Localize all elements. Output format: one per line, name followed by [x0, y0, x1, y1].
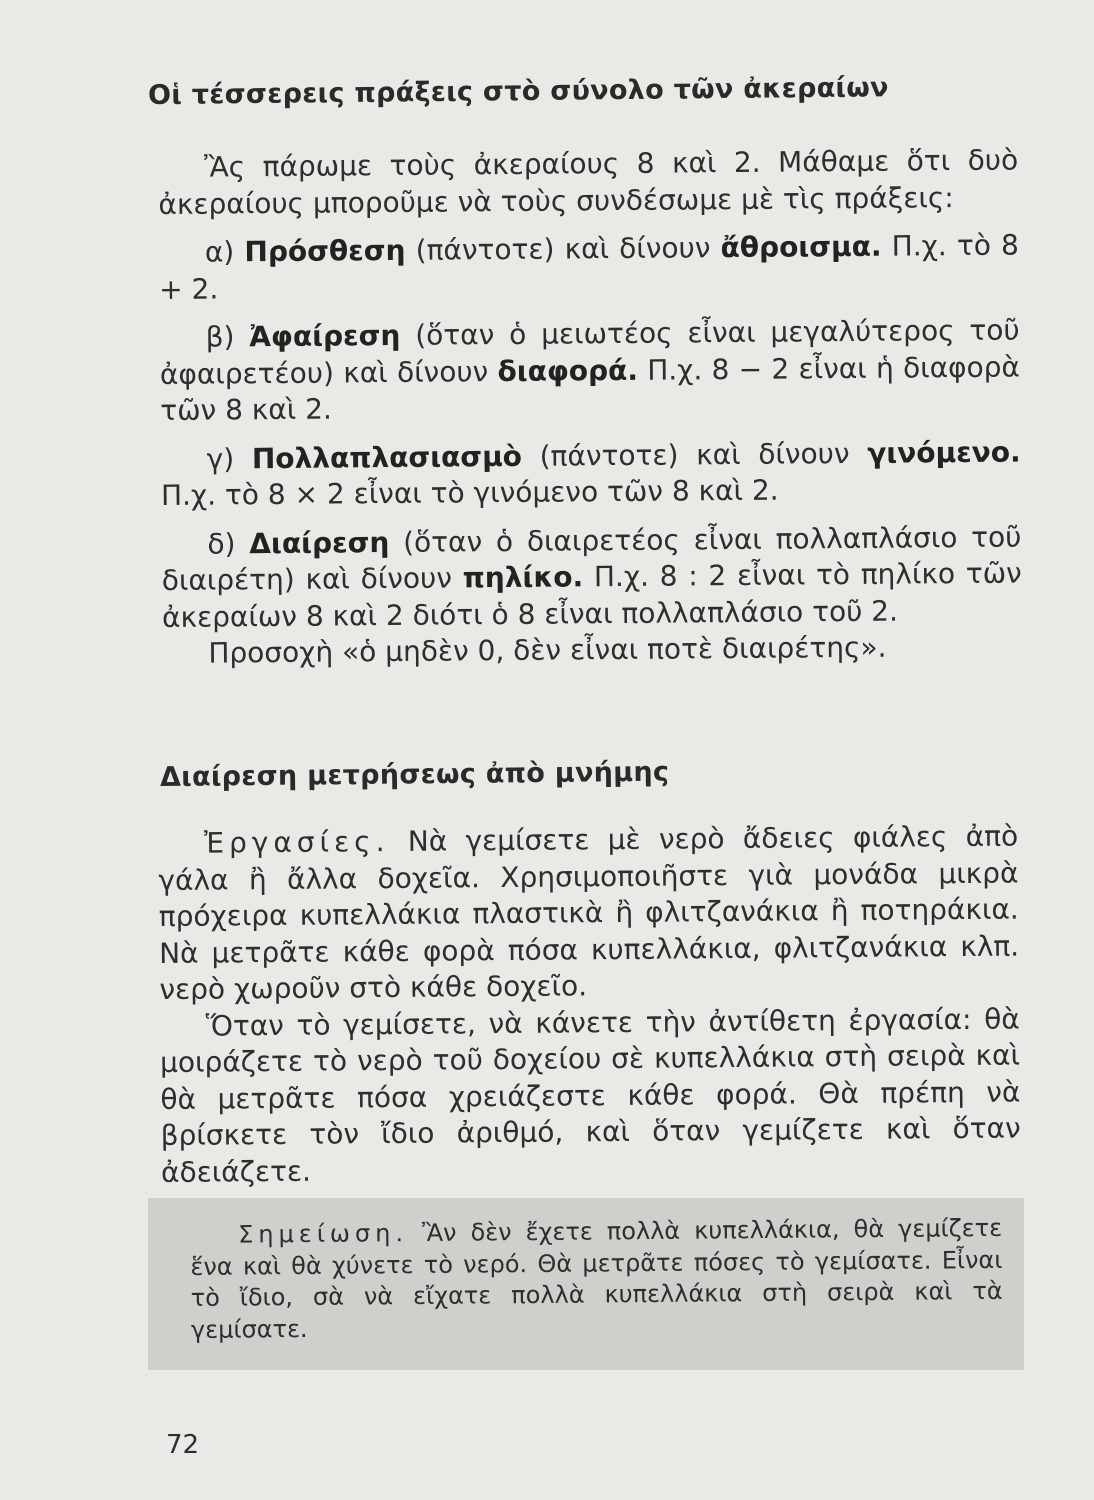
- operation-item-subtraction: β) Ἀφαίρεση (ὅταν ὁ μειωτέος εἶναι μεγαλύτερος τοῦ ἀφαιρετέου) καὶ δίνουν διαφορά. Π.χ. 8 − 2 εἶναι ἡ διαφορὰ τῶν 8 καὶ 2.: [159, 313, 1021, 427]
- work-paragraph: Ἐργασίες. Νὰ γεμίσετε μὲ νερὸ ἄδειες φιάλες ἀπὸ γάλα ἢ ἄλλα δοχεῖα. Χρησιμοποιῆστε γιὰ μονάδα μικρὰ πρόχειρα κυπελλάκια πλαστικὰ ἢ φλιτζανάκια ἢ ποτηράκια. Νὰ μετρᾶτε κάθε φορὰ πόσα κυπελλάκια, φλιτζανάκια κλπ. νερὸ χωροῦν στὸ κάθε δοχεῖο.: [158, 819, 1020, 1006]
- note-label: Σημείωση.: [238, 1219, 409, 1249]
- result-quotient: πηλίκο.: [462, 560, 584, 595]
- division-memory-body: [158, 818, 1021, 1190]
- term-division: Διαίρεση: [249, 525, 390, 560]
- operation-item-addition: α) Πρόσθεση (πάντοτε) καὶ δίνουν ἄθροισμα. Π.χ. τὸ 8 + 2.: [159, 228, 1019, 306]
- operation-item-division: δ) Διαίρεση (ὅταν ὁ διαιρετέος εἶναι πολλαπλάσιο τοῦ διαιρέτη) καὶ δίνουν πηλίκο. Π.χ. 8 : 2 εἶναι τὸ πηλίκο τῶν ἀκεραίων 8 καὶ 2 διότι ὁ 8 εἶναι πολλαπλάσιο τοῦ 2.: [161, 519, 1022, 634]
- term-subtraction: Ἀφαίρεση: [249, 318, 401, 354]
- intro-paragraph: Ἂς πάρωμε τοὺς ἀκεραίους 8 καὶ 2. Μάθαμε ὅτι δυὸ ἀκεραίους μποροῦμε νὰ τοὺς συνδέσωμε μὲ τὶς πράξεις:: [158, 143, 1019, 221]
- result-product: γινόμενο.: [867, 434, 1021, 470]
- section-title-division-memory: Διαίρεση μετρήσεως ἀπὸ μνήμης: [159, 756, 670, 793]
- work-label: Ἐργασίες.: [204, 824, 390, 860]
- note-box: [148, 1198, 1024, 1370]
- note-paragraph: Σημείωση. Ἂν δὲν ἔχετε πολλὰ κυπελλάκια, θὰ γεμίζετε ἕνα καὶ θὰ χύνετε τὸ νερό. Θὰ μετρᾶτε πόσες τὸ γεμίσατε. Εἶναι τὸ ἴδιο, σὰ νὰ εἴχατε πολλὰ κυπελλάκια στὴ σειρὰ καὶ τὰ γεμίσατε.: [190, 1213, 1003, 1344]
- term-addition: Πρόσθεση: [244, 233, 406, 269]
- term-multiplication: Πολλαπλασιασμὸ: [251, 439, 523, 475]
- four-operations-body: [158, 142, 1023, 672]
- result-sum: ἄθροισμα.: [720, 229, 882, 265]
- section-title-four-operations: Οἱ τέσσερεις πράξεις στὸ σύνολο τῶν ἀκεραίων: [147, 72, 889, 111]
- reverse-work-paragraph: Ὅταν τὸ γεμίσετε, νὰ κάνετε τὴν ἀντίθετη ἐργασία: θὰ μοιράζετε τὸ νερὸ τοῦ δοχείου σὲ κυπελλάκια στὴ σειρὰ καὶ θὰ μετρᾶτε πόσα χρειάζεστε κάθε φορά. Θὰ πρέπη νὰ βρίσκετε τὸν ἴδιο ἀριθμό, καὶ ὅταν γεμίζετε καὶ ὅταν ἀδειάζετε.: [159, 1001, 1021, 1189]
- page-number: 72: [166, 1430, 200, 1460]
- operation-item-multiplication: γ) Πολλαπλασιασμὸ (πάντοτε) καὶ δίνουν γινόμενο. Π.χ. τὸ 8 × 2 εἶναι τὸ γινόμενο τῶν 8 καὶ 2.: [160, 434, 1021, 512]
- caution-line: Προσοχὴ «ὁ μηδὲν 0, δὲν εἶναι ποτὲ διαιρέτης».: [208, 630, 887, 670]
- result-difference: διαφορά.: [497, 353, 639, 388]
